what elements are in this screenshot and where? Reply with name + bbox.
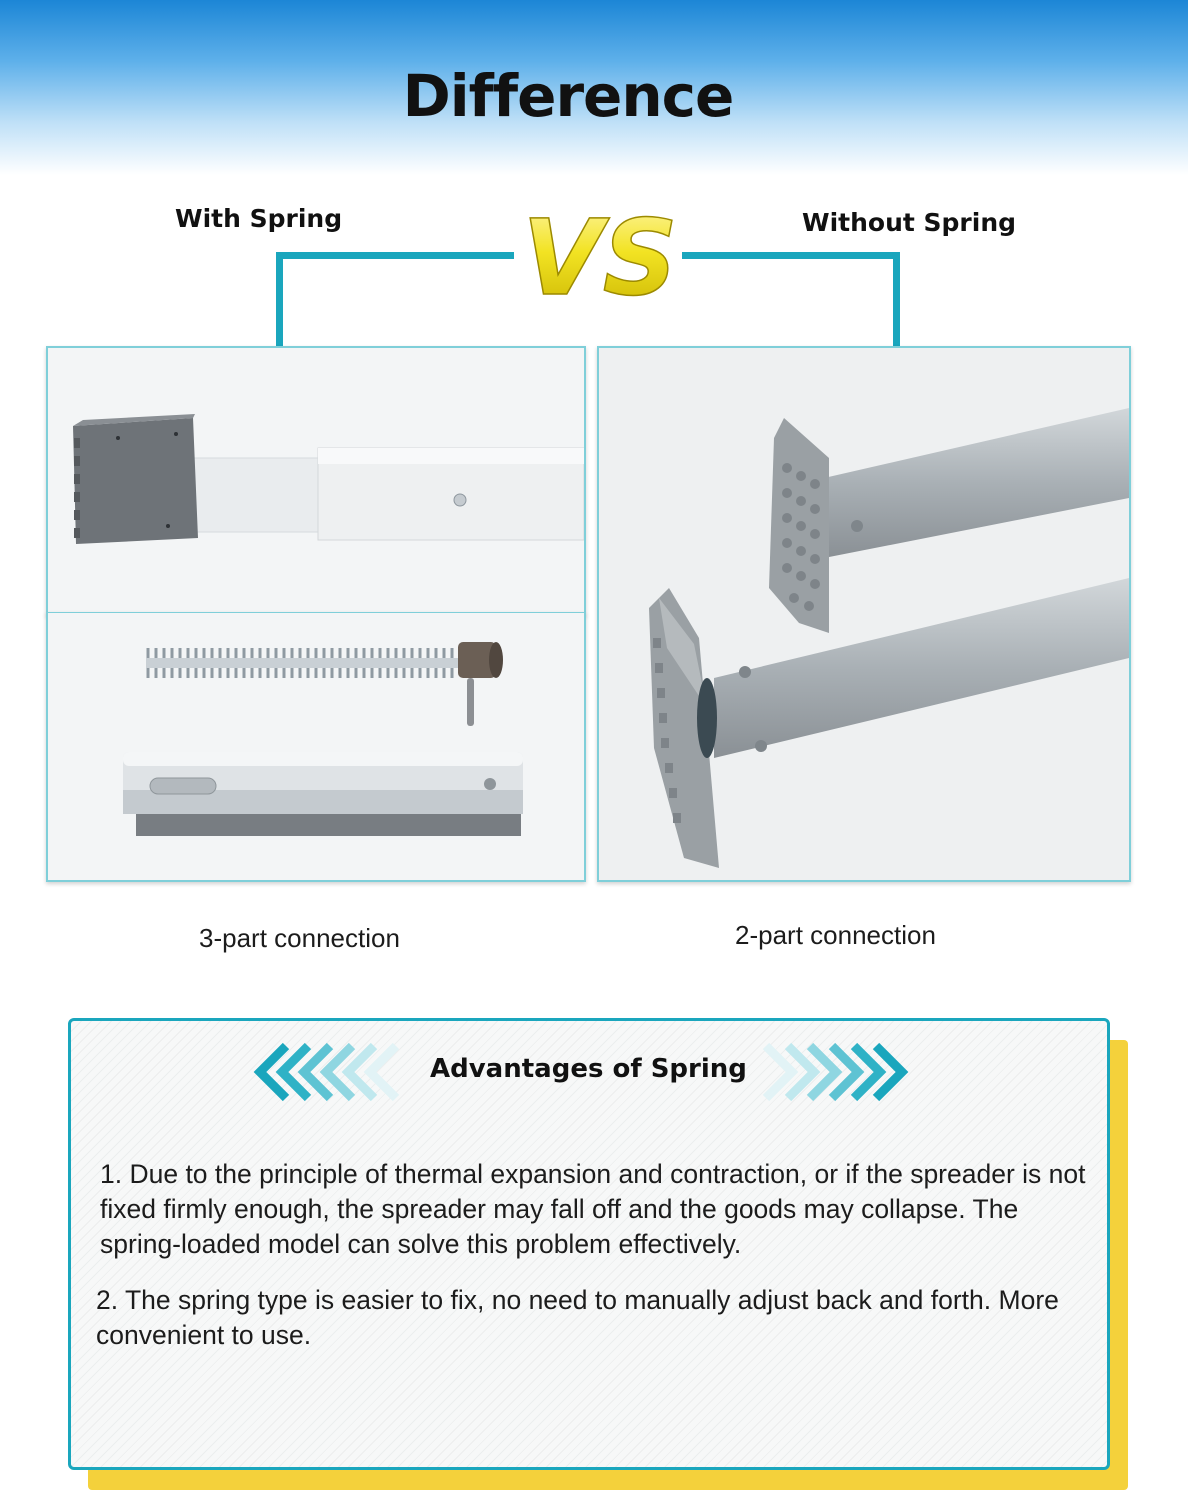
two-rods-with-rubber-feet-photo — [597, 346, 1131, 882]
left-chevrons-icon — [246, 1040, 406, 1104]
with-spring-label: With Spring — [175, 204, 343, 233]
advantage-point-2: 2. The spring type is easier to fix, no need to manually adjust back and forth. More convenient to use. — [96, 1285, 1059, 1350]
without-spring-label: Without Spring — [802, 208, 1017, 237]
right-connector-vertical — [893, 252, 900, 348]
left-connector-horizontal — [276, 252, 514, 259]
right-caption: 2-part connection — [735, 920, 936, 950]
vs-emblem — [512, 196, 692, 316]
right-connector-horizontal — [682, 252, 900, 259]
advantage-point-1: 1. Due to the principle of thermal expansion and contraction, or if the spreader is not fixed firmly enough, the spreader may fall off and the goods may collapse. The spring-loaded model can solve this problem effectively. — [100, 1159, 1086, 1259]
vs-text: VS — [522, 197, 678, 316]
left-caption: 3-part connection — [199, 923, 400, 953]
advantages-title: Advantages of Spring — [430, 1054, 747, 1084]
spring-and-tube-parts-photo — [46, 612, 586, 882]
left-connector-vertical — [276, 252, 283, 348]
spring-rod-end-photo — [46, 346, 586, 616]
page-title: Difference — [402, 62, 734, 130]
right-chevrons-icon — [756, 1040, 916, 1104]
